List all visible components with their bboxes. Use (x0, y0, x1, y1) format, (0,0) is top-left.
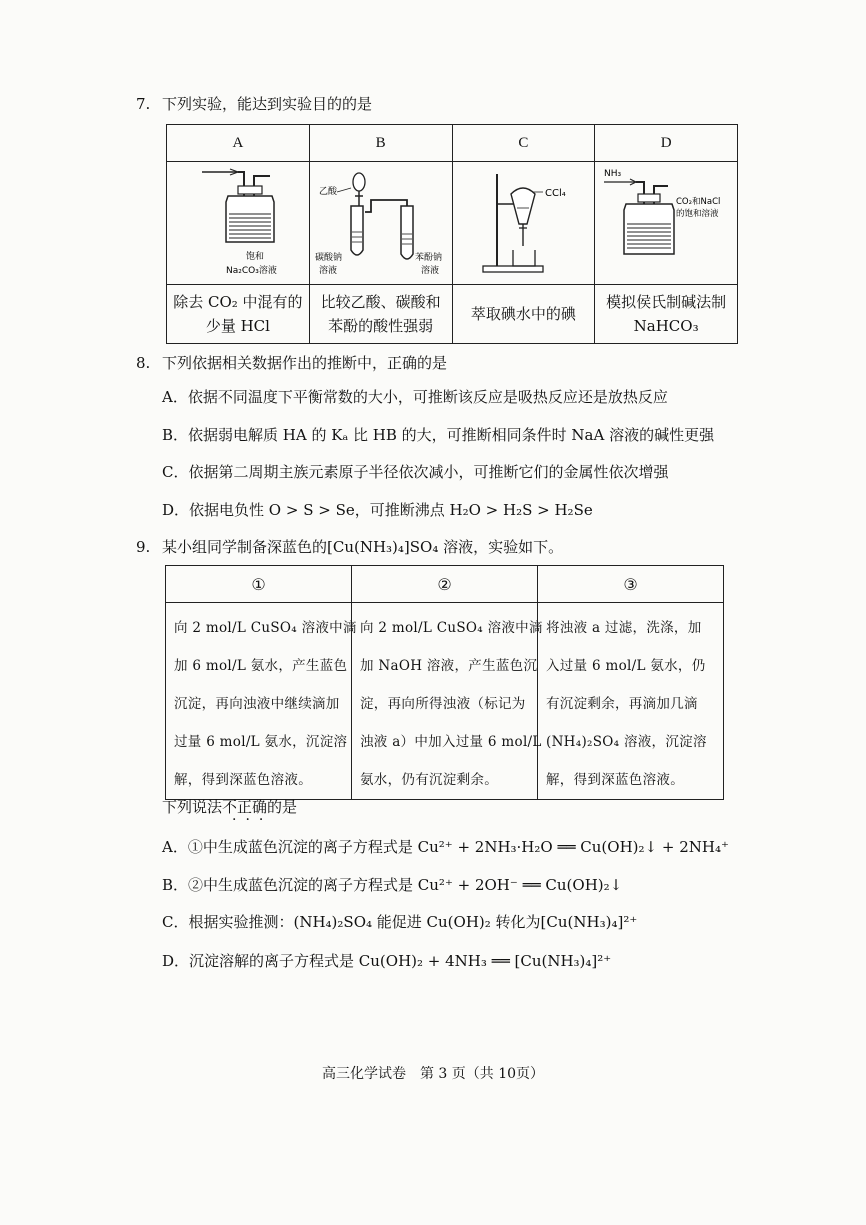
q9-option-d: D．沉淀溶解的离子方程式是 Cu(OH)₂ + 4NH₃ ══ [Cu(NH₃)₄]²⁺ (162, 952, 612, 970)
ammonia-bubbling-figure (596, 162, 736, 280)
label-a-2: Na₂CO₃溶液 (225, 266, 277, 276)
caption-line: 萃取碘水中的碘 (470, 305, 576, 323)
cell-line: 有沉淀剩余，再滴加几滴 (546, 696, 698, 712)
q9-stem: 某小组同学制备深蓝色的[Cu(NH₃)₄]SO₄ 溶液，实验如下。 (162, 538, 564, 556)
cell-line: 向 2 mol/L CuSO₄ 溶液中滴 (174, 620, 357, 636)
label-a-1: 饱和 (245, 252, 264, 262)
cell-line: 氨水，仍有沉淀剩余。 (360, 772, 498, 788)
q8-option-c: C．依据第二周期主族元素原子半径依次减小，可推断它们的金属性依次增强 (162, 463, 669, 481)
q7-caption-c (452, 285, 595, 344)
emphasis-dots: ·​·​· (232, 812, 273, 828)
cell-line: 加 NaOH 溶液，产生蓝色沉 (360, 658, 538, 674)
q8-option-b: B．依据弱电解质 HA 的 Kₐ 比 HB 的大，可推断相同条件时 NaA 溶液的碱性更强 (162, 426, 715, 444)
q7-figure-d (595, 162, 738, 285)
cell-line: 将浊液 a 过滤，洗涤，加 (546, 620, 702, 636)
label-d-sol-2: 的饱和溶液 (676, 209, 719, 219)
cell-line: 解，得到深蓝色溶液。 (546, 772, 684, 788)
q9-question: 下列说法不正确的是 (162, 798, 298, 816)
label-d-sol-1: CO₂和NaCl (676, 197, 721, 207)
label-d-gas: NH₃ (604, 169, 622, 179)
q8-number: 8. (136, 354, 151, 372)
caption-line: 模拟侯氏制碱法制 (606, 293, 727, 311)
cell-line: 沉淀，再向浊液中继续滴加 (174, 696, 340, 712)
q9-header-2: ② (352, 566, 538, 603)
q9-header-3: ③ (538, 566, 724, 603)
q9-number: 9. (136, 538, 151, 556)
caption-line: 除去 CO₂ 中混有的 (173, 293, 303, 311)
q7-figure-a (167, 162, 310, 285)
q9-table (165, 565, 724, 800)
gas-washing-bottle-figure (168, 162, 308, 280)
page-footer: 高三化学试卷 第 3 页（共 10页） (321, 1066, 545, 1082)
q9-cell-3 (538, 603, 724, 800)
q7-number: 7. (136, 95, 151, 113)
label-b-right-2: 溶液 (420, 266, 439, 276)
q7-header-a: A (167, 125, 310, 162)
q7-caption-b (309, 285, 452, 344)
q7-header-c: C (452, 125, 595, 162)
label-b-left-2: 溶液 (318, 266, 337, 276)
q9-cell-1 (166, 603, 357, 800)
q9-option-b: B．②中生成蓝色沉淀的离子方程式是 Cu²⁺ + 2OH⁻ ══ Cu(OH)₂↓ (162, 876, 623, 894)
caption-line: NaHCO₃ (633, 317, 699, 335)
q9-cell-2 (352, 603, 543, 800)
caption-line: 少量 HCl (205, 317, 270, 335)
q8-option-a: A．依据不同温度下平衡常数的大小，可推断该反应是吸热反应还是放热反应 (162, 388, 668, 406)
q7-stem: 下列实验，能达到实验目的的是 (162, 95, 373, 113)
q9-option-a: A．①中生成蓝色沉淀的离子方程式是 Cu²⁺ + 2NH₃·H₂O ══ Cu(OH)₂↓ + 2NH₄⁺ (162, 838, 729, 856)
q7-caption-a (167, 285, 310, 344)
q9-option-c: C．根据实验推测：(NH₄)₂SO₄ 能促进 Cu(OH)₂ 转化为[Cu(NH₃)₄]²⁺ (162, 913, 638, 931)
label-b-acid: 乙酸 (318, 187, 337, 197)
separatory-funnel-figure (453, 162, 593, 280)
cell-line: 浊液 a）中加入过量 6 mol/L (360, 734, 542, 750)
q8-stem: 下列依据相关数据作出的推断中，正确的是 (162, 354, 448, 372)
q7-figure-b (309, 162, 452, 285)
label-b-right-1: 苯酚钠 (414, 253, 442, 263)
cell-line: 入过量 6 mol/L 氨水，仍 (546, 658, 706, 674)
caption-line: 苯酚的酸性强弱 (328, 317, 434, 335)
q7-header-b: B (309, 125, 452, 162)
cell-line: 向 2 mol/L CuSO₄ 溶液中滴 (360, 620, 543, 636)
acid-comparison-figure (311, 162, 451, 280)
label-c-reagent: CCl₄ (545, 188, 567, 199)
cell-line: 淀，再向所得浊液（标记为 (360, 696, 526, 712)
q8-option-d: D．依据电负性 O > S > Se，可推断沸点 H₂O > H₂S > H₂Se (162, 501, 593, 519)
q7-table (166, 124, 738, 344)
caption-line: 比较乙酸、碳酸和 (320, 293, 441, 311)
q9-header-1: ① (166, 566, 352, 603)
q7-header-d: D (595, 125, 738, 162)
cell-line: 解，得到深蓝色溶液。 (174, 772, 312, 788)
q7-caption-d (595, 285, 738, 344)
label-b-left-1: 碳酸钠 (314, 253, 342, 263)
cell-line: (NH₄)₂SO₄ 溶液，沉淀溶 (546, 734, 707, 750)
q7-figure-c (452, 162, 595, 285)
cell-line: 加 6 mol/L 氨水，产生蓝色 (174, 658, 348, 674)
cell-line: 过量 6 mol/L 氨水，沉淀溶 (174, 734, 348, 750)
